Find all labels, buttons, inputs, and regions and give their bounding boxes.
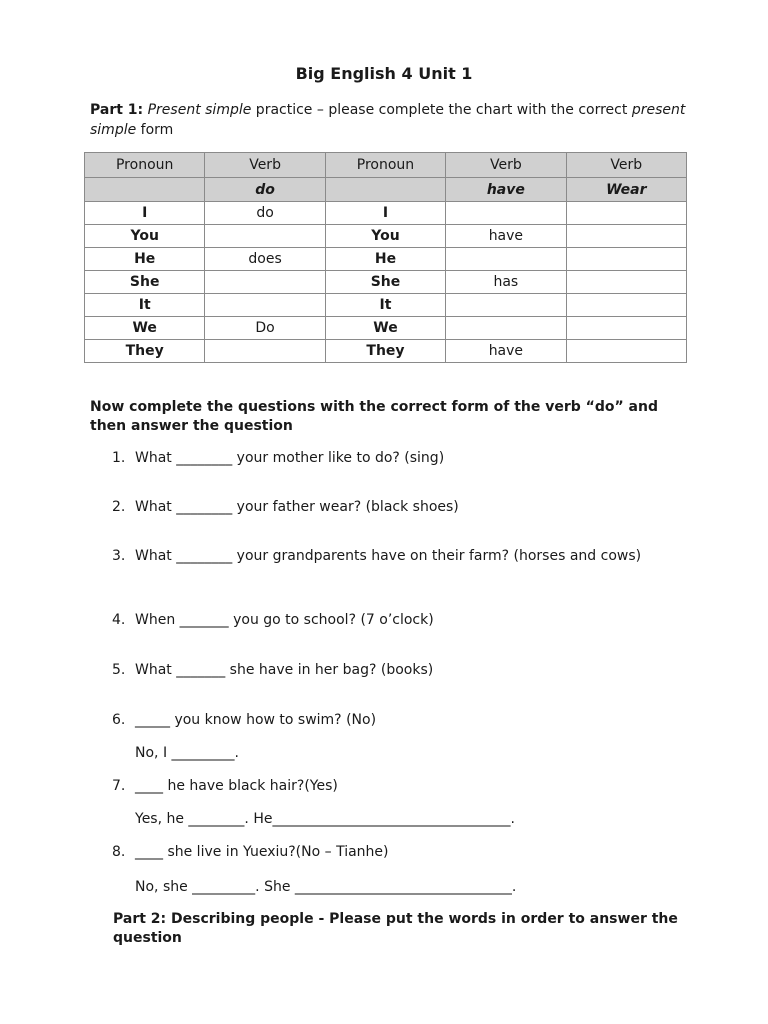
question-number: 6. (112, 712, 126, 728)
question-text: What ________ your grandparents have on their farm? (horses and cows) (135, 548, 642, 564)
verb-cell[interactable] (446, 202, 566, 225)
verb-cell[interactable] (205, 225, 325, 248)
pronoun-cell: It (85, 294, 205, 317)
question-number: 8. (112, 844, 126, 860)
header-cell: Pronoun (85, 153, 205, 178)
pronoun-cell: She (85, 271, 205, 294)
verb-cell[interactable] (566, 225, 686, 248)
chart-row (85, 340, 687, 363)
pronoun-cell: It (325, 294, 445, 317)
subheader-cell (85, 178, 205, 202)
chart-row (85, 317, 687, 340)
verb-cell[interactable] (566, 271, 686, 294)
verb-cell[interactable] (205, 294, 325, 317)
part1-text-a: practice – please complete the chart with the correct (251, 102, 632, 118)
answer-line: No, I _________. (135, 745, 239, 761)
question-item (112, 547, 641, 565)
section2-instruction: Now complete the questions with the correct form of the verb “do” and then answer the question (90, 399, 658, 434)
chart-row (85, 225, 687, 248)
part1-italic-present-simple-2: present simple (90, 102, 686, 138)
verb-cell[interactable] (446, 294, 566, 317)
part2-instruction: Part 2: Describing people - Please put the words in order to answer the question (113, 911, 678, 946)
question-text: When _______ you go to school? (7 o’clock) (135, 612, 434, 628)
subheader-cell: do (205, 178, 325, 202)
verb-cell[interactable] (566, 317, 686, 340)
pronoun-cell: We (85, 317, 205, 340)
verb-cell[interactable] (566, 202, 686, 225)
subheader-cell: have (446, 178, 566, 202)
verb-cell[interactable] (446, 317, 566, 340)
question-item (112, 498, 459, 516)
question-number: 2. (112, 499, 126, 515)
question-number: 1. (112, 450, 126, 466)
chart-row (85, 202, 687, 225)
part1-text-b: form (136, 122, 174, 138)
question-text: What ________ your father wear? (black shoes) (135, 499, 459, 515)
chart-row (85, 248, 687, 271)
pronoun-cell: They (325, 340, 445, 363)
pronoun-cell: I (325, 202, 445, 225)
pronoun-cell: They (85, 340, 205, 363)
verb-chart (84, 152, 687, 363)
question-item (112, 611, 434, 629)
chart-header-row (85, 153, 687, 178)
pronoun-cell: He (85, 248, 205, 271)
subheader-cell: Wear (566, 178, 686, 202)
part1-italic-present-simple: Present simple (147, 102, 252, 118)
verb-cell[interactable] (205, 271, 325, 294)
part1-label: Part 1: (90, 102, 144, 118)
pronoun-cell: I (85, 202, 205, 225)
chart-subheader-row (85, 178, 687, 202)
pronoun-cell: You (85, 225, 205, 248)
question-text: What _______ she have in her bag? (books) (135, 662, 434, 678)
question-text: _____ you know how to swim? (No) (135, 712, 377, 728)
subheader-cell (325, 178, 445, 202)
question-number: 4. (112, 612, 126, 628)
pronoun-cell: We (325, 317, 445, 340)
verb-cell[interactable]: do (205, 202, 325, 225)
header-cell: Pronoun (325, 153, 445, 178)
verb-cell[interactable]: have (446, 340, 566, 363)
verb-cell[interactable] (566, 294, 686, 317)
verb-cell[interactable]: has (446, 271, 566, 294)
question-number: 5. (112, 662, 126, 678)
question-text: ____ she live in Yuexiu?(No – Tianhe) (135, 844, 389, 860)
question-item (112, 777, 338, 795)
verb-cell[interactable] (566, 248, 686, 271)
verb-cell[interactable]: Do (205, 317, 325, 340)
header-cell: Verb (205, 153, 325, 178)
verb-cell[interactable] (205, 340, 325, 363)
answer-line: No, she _________. She _______________________________. (135, 879, 517, 895)
chart-row (85, 294, 687, 317)
verb-cell[interactable] (446, 248, 566, 271)
header-cell: Verb (566, 153, 686, 178)
answer-line: Yes, he ________. He__________________________________. (135, 811, 515, 827)
question-text: ____ he have black hair?(Yes) (135, 778, 338, 794)
chart-row (85, 271, 687, 294)
pronoun-cell: She (325, 271, 445, 294)
verb-cell[interactable]: have (446, 225, 566, 248)
verb-cell[interactable] (566, 340, 686, 363)
question-number: 7. (112, 778, 126, 794)
question-item (112, 449, 444, 467)
pronoun-cell: He (325, 248, 445, 271)
part1-instruction (90, 100, 700, 140)
question-text: What ________ your mother like to do? (sing) (135, 450, 445, 466)
question-item (112, 661, 433, 679)
header-cell: Verb (446, 153, 566, 178)
pronoun-cell: You (325, 225, 445, 248)
page-title: Big English 4 Unit 1 (295, 64, 473, 83)
question-number: 3. (112, 548, 126, 564)
question-item (112, 843, 389, 861)
question-item (112, 711, 376, 729)
verb-cell[interactable]: does (205, 248, 325, 271)
